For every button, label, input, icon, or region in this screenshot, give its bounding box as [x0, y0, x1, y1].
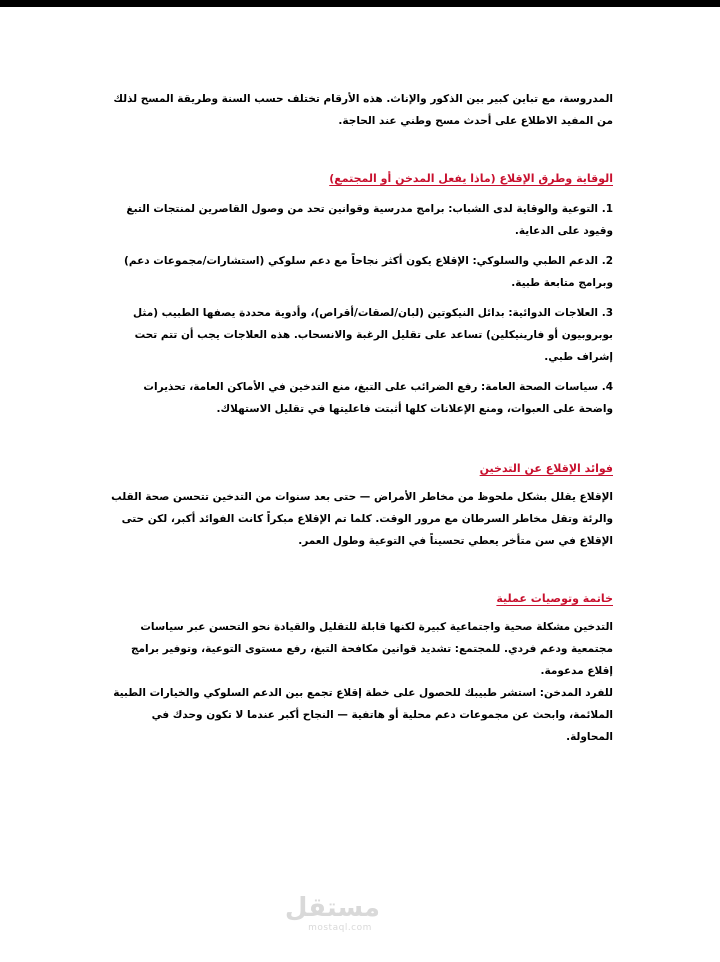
list-item-text: سياسات الصحة العامة: رفع الضرائب على التبغ، منع التدخين في الأماكن العامة، تحذيرات واضحة على العبوات، ومنع الإعلانات كلها أثبتت فاعليتها في تقليل الاستهلاك.	[143, 381, 613, 415]
list-item	[107, 198, 613, 242]
list-item-number: 2.	[601, 255, 613, 267]
list-item	[107, 376, 613, 420]
prevention-heading: الوقاية وطرق الإقلاع (ماذا يفعل المدخن أو المجتمع)	[329, 172, 613, 185]
list-item-number: 3.	[601, 307, 613, 319]
document-page	[107, 88, 613, 748]
list-item-text: الدعم الطبي والسلوكي: الإقلاع يكون أكثر نجاحاً مع دعم سلوكي (استشارات/مجموعات دعم) وبرامج متابعة طبية.	[124, 255, 613, 289]
prevention-list	[107, 198, 613, 420]
list-item-text: العلاجات الدوائية: بدائل النيكوتين (لبان/لصقات/أقراص)، وأدوية محددة يصفها الطبيب (مثل بوبروبيون أو فارينيكلين) تساعد على تقليل الرغبة والانسحاب. هذه العلاجات يجب أن تتم تحت إشراف طبي.	[133, 307, 613, 363]
list-item-text: التوعية والوقاية لدى الشباب: برامج مدرسية وقوانين تحد من وصول القاصرين لمنتجات التبغ وقيود على الدعاية.	[126, 203, 613, 237]
benefits-heading: فوائد الإقلاع عن التدخين	[479, 462, 613, 475]
conclusion-heading: خاتمة وتوصيات عملية	[496, 592, 613, 605]
list-item-number: 1.	[601, 203, 613, 215]
watermark-logo: مستقل	[284, 893, 380, 923]
top-border-bar	[0, 0, 720, 7]
list-item-number: 4.	[601, 381, 613, 393]
list-item	[107, 250, 613, 294]
intro-paragraph: المدروسة، مع تباين كبير بين الذكور والإناث. هذه الأرقام تختلف حسب السنة وطريقة المسح لذلك من المفيد الاطلاع على أحدث مسح وطني عند الحاجة.	[113, 93, 613, 127]
list-item	[107, 302, 613, 368]
conclusion-paragraph-individual: للفرد المدخن: استشر طبيبك للحصول على خطة إقلاع تجمع بين الدعم السلوكي والخيارات الطبية الملائمة، وابحث عن مجموعات دعم محلية أو هاتفية — النجاح أكبر عندما لا تكون وحدك في المحاولة.	[113, 687, 613, 743]
benefits-paragraph: الإقلاع يقلل بشكل ملحوظ من مخاطر الأمراض — حتى بعد سنوات من التدخين تتحسن صحة القلب والرئة وتقل مخاطر السرطان مع مرور الوقت. كلما تم الإقلاع مبكراً كانت الفوائد أكبر، لكن حتى الإقلاع في سن متأخر يعطي تحسيناً في التوعية وطول العمر.	[111, 491, 613, 547]
conclusion-paragraph-society: التدخين مشكلة صحية واجتماعية كبيرة لكنها قابلة للتقليل والقيادة نحو التحسن عبر سياسات مجتمعية ودعم فردي. للمجتمع: تشديد قوانين مكافحة التبغ، رفع مستوى التوعية، وتوفير برامج إقلاع مدعومة.	[130, 621, 613, 677]
mostaql-watermark	[284, 893, 380, 933]
watermark-url: mostaql.com	[308, 923, 372, 933]
